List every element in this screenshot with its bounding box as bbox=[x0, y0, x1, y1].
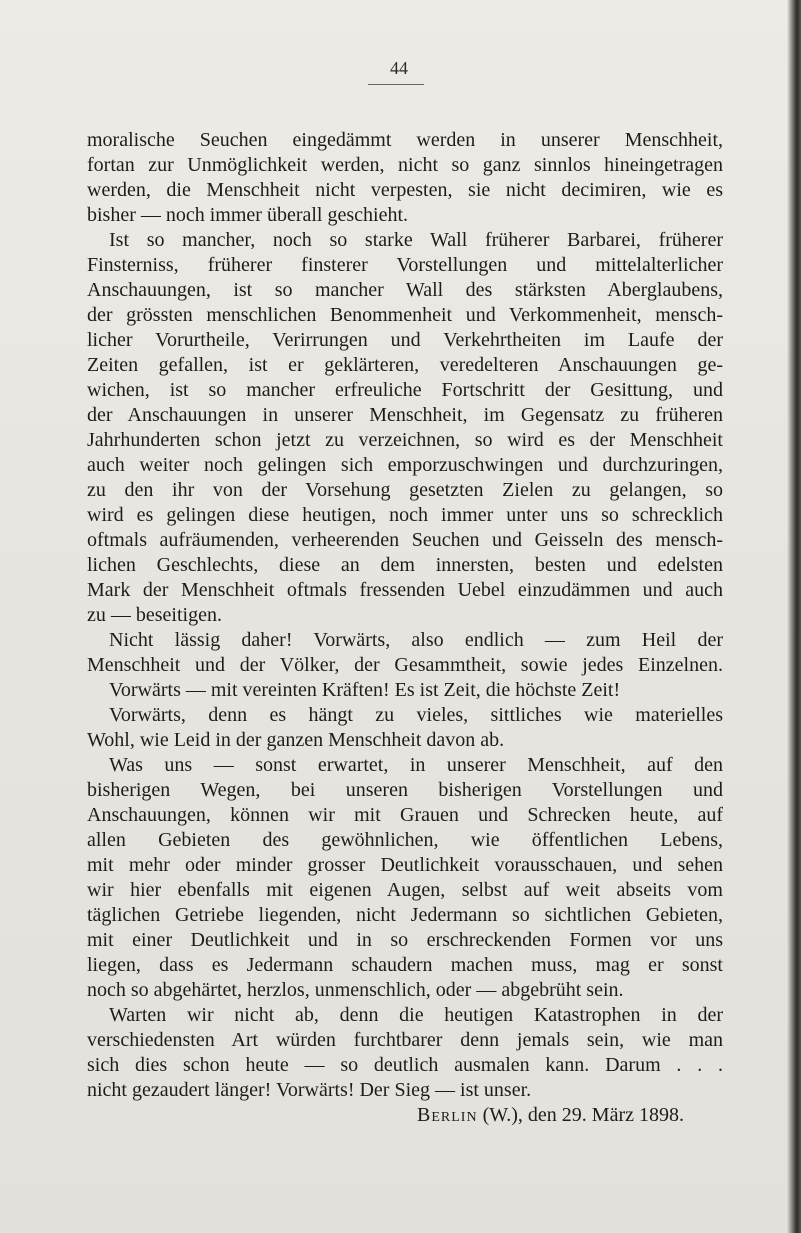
body-text bbox=[87, 128, 723, 1128]
text-line: wir hier ebenfalls mit eigenen Augen, selbst auf weit abseits vom bbox=[87, 879, 723, 901]
text-line: liegen, dass es Jedermann schaudern machen muss, mag er sonst bbox=[87, 954, 723, 976]
page-number-rule bbox=[368, 84, 424, 85]
text-line: zu — beseitigen. bbox=[87, 604, 222, 626]
text-line: lichen Geschlechts, diese an dem innersten, besten und edelsten bbox=[87, 554, 723, 576]
signature-city: Berlin bbox=[417, 1104, 478, 1126]
text-line: Vorwärts, denn es hängt zu vieles, sittliches wie materielles bbox=[109, 704, 723, 726]
text-line: der grössten menschlichen Benommenheit und Verkommenheit, mensch- bbox=[87, 304, 723, 326]
text-line: Jahrhunderten schon jetzt zu verzeichnen, so wird es der Menschheit bbox=[87, 429, 723, 451]
text-line: zu den ihr von der Vorsehung gesetzten Zielen zu gelangen, so bbox=[87, 479, 723, 501]
text-line: sich dies schon heute — so deutlich ausmalen kann. Darum . . . bbox=[87, 1054, 723, 1076]
text-line: mit mehr oder minder grosser Deutlichkeit vorausschauen, und sehen bbox=[87, 854, 723, 876]
text-line: Ist so mancher, noch so starke Wall früherer Barbarei, früherer bbox=[109, 229, 723, 251]
text-line: Anschauungen, ist so mancher Wall des stärksten Aberglaubens, bbox=[87, 279, 723, 301]
text-line: Mark der Menschheit oftmals fressenden Uebel einzudämmen und auch bbox=[87, 579, 723, 601]
text-line: Anschauungen, können wir mit Grauen und Schrecken heute, auf bbox=[87, 804, 723, 826]
text-line: Vorwärts — mit vereinten Kräften! Es ist Zeit, die höchste Zeit! bbox=[109, 679, 621, 701]
text-line: wird es gelingen diese heutigen, noch immer unter uns so schrecklich bbox=[87, 504, 723, 526]
text-line: bisherigen Wegen, bei unseren bisherigen Vorstellungen und bbox=[87, 779, 723, 801]
text-line: fortan zur Unmöglichkeit werden, nicht so ganz sinnlos hineingetragen bbox=[87, 154, 723, 176]
signature-date: (W.), den 29. März 1898. bbox=[477, 1104, 684, 1126]
text-line: werden, die Menschheit nicht verpesten, sie nicht decimiren, wie es bbox=[87, 179, 723, 201]
page-number: 44 bbox=[390, 58, 408, 78]
text-line: verschiedensten Art würden furchtbarer denn jemals sein, wie man bbox=[87, 1029, 723, 1051]
text-line: mit einer Deutlichkeit und in so erschreckenden Formen vor uns bbox=[87, 929, 723, 951]
text-line: Was uns — sonst erwartet, in unserer Menschheit, auf den bbox=[109, 754, 723, 776]
text-line: licher Vorurtheile, Verirrungen und Verkehrtheiten im Laufe der bbox=[87, 329, 723, 351]
text-line: auch weiter noch gelingen sich emporzuschwingen und durchzuringen, bbox=[87, 454, 723, 476]
text-line: Zeiten gefallen, ist er geklärteren, veredelteren Anschauungen ge- bbox=[87, 354, 723, 376]
text-line: moralische Seuchen eingedämmt werden in unserer Menschheit, bbox=[87, 129, 723, 151]
text-line: Warten wir nicht ab, denn die heutigen Katastrophen in der bbox=[109, 1004, 723, 1026]
page-edge-shadow bbox=[787, 0, 801, 1233]
text-line: täglichen Getriebe liegenden, nicht Jedermann so sichtlichen Gebieten, bbox=[87, 904, 723, 926]
text-line: noch so abgehärtet, herzlos, unmenschlich, oder — abgebrüht sein. bbox=[87, 979, 624, 1001]
text-line: allen Gebieten des gewöhnlichen, wie öffentlichen Lebens, bbox=[87, 829, 723, 851]
text-line: wichen, ist so mancher erfreuliche Fortschritt der Gesittung, und bbox=[87, 379, 723, 401]
text-line: oftmals aufräumenden, verheerenden Seuchen und Geisseln des mensch- bbox=[87, 529, 723, 551]
text-line: nicht gezaudert länger! Vorwärts! Der Sieg — ist unser. bbox=[87, 1079, 532, 1101]
text-line: Wohl, wie Leid in der ganzen Menschheit davon ab. bbox=[87, 729, 505, 751]
text-line: bisher — noch immer überall geschieht. bbox=[87, 204, 409, 226]
text-line: Nicht lässig daher! Vorwärts, also endlich — zum Heil der bbox=[109, 629, 723, 651]
text-line: Menschheit und der Völker, der Gesammtheit, sowie jedes Einzelnen. bbox=[87, 654, 723, 676]
text-line: Finsterniss, früherer finsterer Vorstellungen und mittelalterlicher bbox=[87, 254, 723, 276]
signature-line bbox=[87, 1103, 723, 1128]
text-line: der Anschauungen in unserer Menschheit, im Gegensatz zu früheren bbox=[87, 404, 723, 426]
